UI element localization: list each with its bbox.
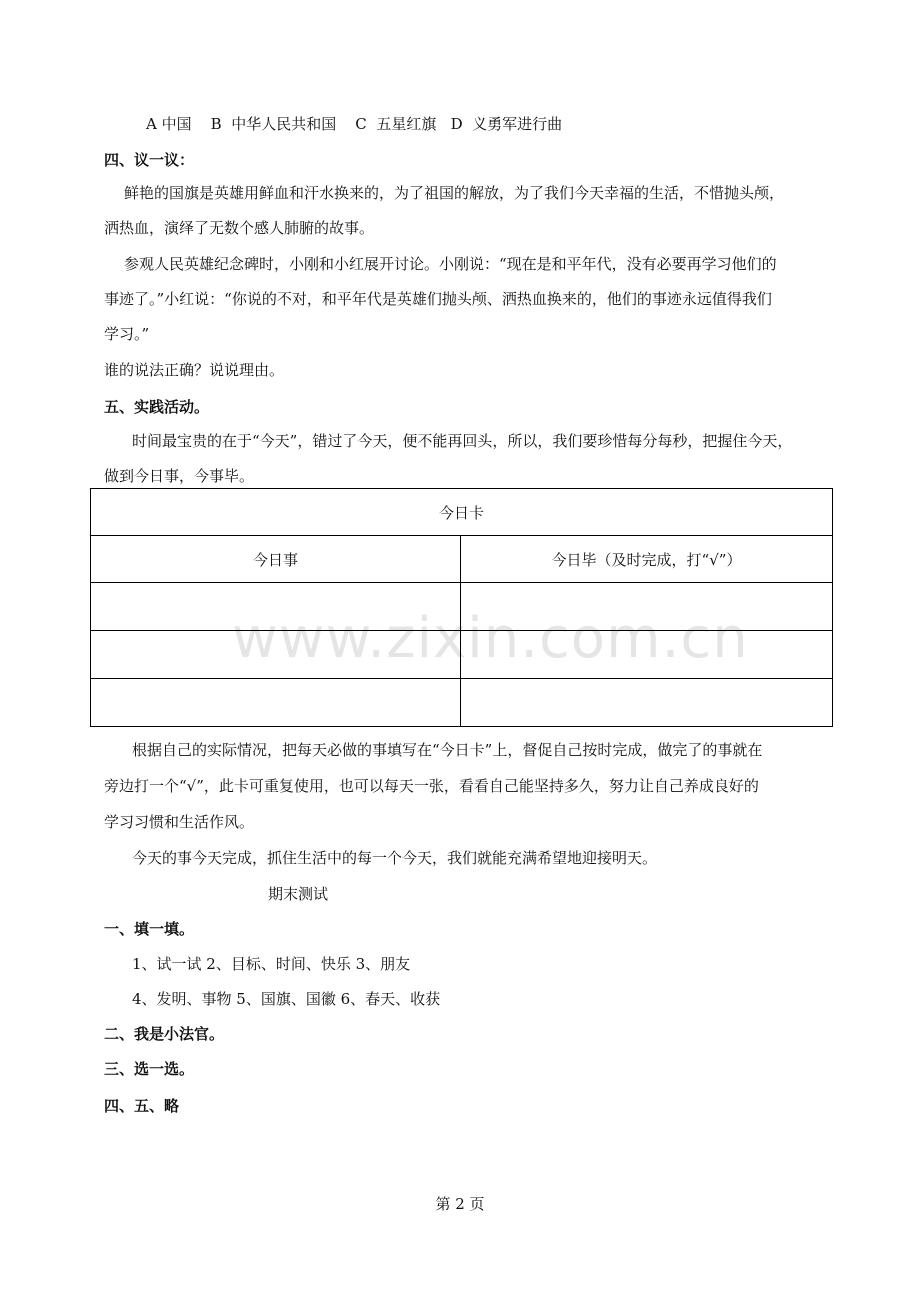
today-card-cell (461, 679, 833, 727)
today-card-col-task: 今日事 (91, 536, 461, 583)
exam-q45-heading: 四、五、略 (104, 1097, 180, 1115)
section-5-intro-line-1: 时间最宝贵的在于“今天”，错过了今天，便不能再回头，所以，我们要珍惜每分每秒，把握住今天， (132, 432, 793, 450)
section-4-question: 谁的说法正确？说说理由。 (104, 361, 285, 379)
exam-q2-heading: 二、我是小法官。 (104, 1025, 225, 1043)
section-4-paragraph-1-line-2: 洒热血，演绎了无数个感人肺腑的故事。 (104, 219, 375, 237)
section-4-heading: 四、议一议： (104, 151, 195, 169)
exam-q1-heading: 一、填一填。 (104, 920, 195, 938)
after-paragraph-1-line-2: 旁边打一个“√”，此卡可重复使用，也可以每天一张，看看自己能坚持多久，努力让自己养成良好的 (104, 777, 759, 795)
section-4-paragraph-2-line-3: 学习。” (104, 325, 150, 343)
section-4-paragraph-2-line-2: 事迹了。”小红说：“你说的不对，和平年代是英雄们抛头颅、洒热血换来的，他们的事迹永远值得我们 (104, 290, 772, 308)
section-5-heading: 五、实践活动。 (104, 398, 210, 416)
watermark: www.zixin.com.cn (232, 606, 749, 671)
exam-q3-heading: 三、选一选。 (104, 1060, 195, 1078)
section-4-paragraph-2-line-1: 参观人民英雄纪念碑时，小刚和小红展开讨论。小刚说：“现在是和平年代，没有必要再学习他们的 (124, 255, 777, 273)
page-number: 第 2 页 (435, 1195, 485, 1213)
exam-q1-answers-line-1: 1、试一试 2、目标、时间、快乐 3、朋友 (132, 955, 411, 973)
answer-options: A 中国 B 中华人民共和国 C 五星红旗 D 义勇军进行曲 (146, 115, 563, 133)
today-card-col-done: 今日毕（及时完成，打“√”） (461, 536, 833, 583)
after-paragraph-1-line-3: 学习习惯和生活作风。 (104, 813, 255, 831)
after-paragraph-2: 今天的事今天完成，抓住生活中的每一个今天，我们就能充满希望地迎接明天。 (132, 849, 658, 867)
section-4-paragraph-1-line-1: 鲜艳的国旗是英雄用鲜血和汗水换来的，为了祖国的解放，为了我们今天幸福的生活，不惜抛头颅， (124, 184, 785, 202)
exam-q1-answers-line-2: 4、发明、事物 5、国旗、国徽 6、春天、收获 (132, 990, 441, 1008)
exam-title: 期末测试 (268, 885, 329, 903)
today-card-cell (91, 679, 461, 727)
section-5-intro-line-2: 做到今日事，今事毕。 (104, 467, 255, 485)
today-card-title: 今日卡 (91, 489, 833, 536)
after-paragraph-1-line-1: 根据自己的实际情况，把每天必做的事填写在“今日卡”上，督促自己按时完成，做完了的事就在 (132, 741, 763, 759)
